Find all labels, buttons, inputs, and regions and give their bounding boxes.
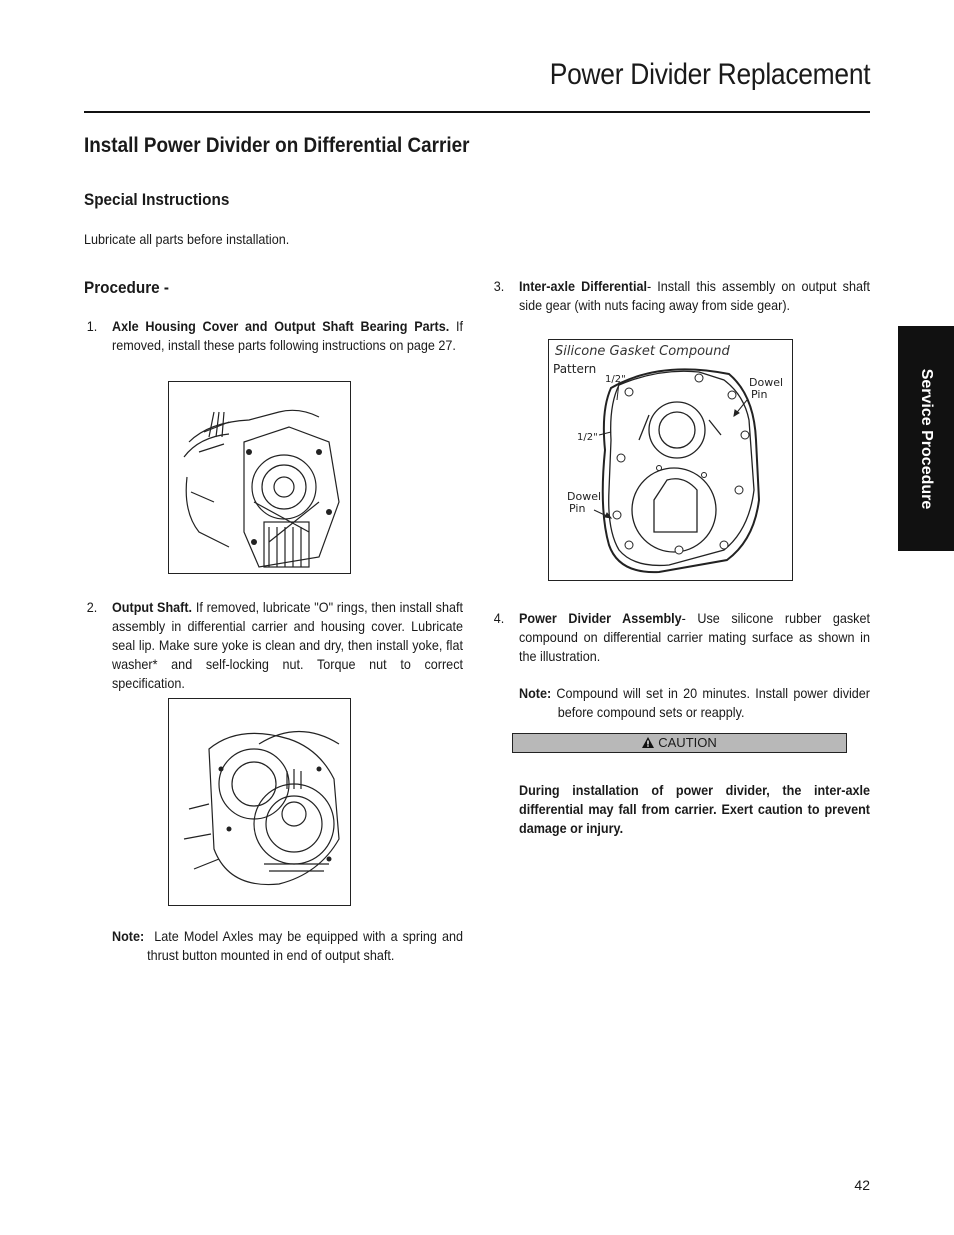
note-compound <box>519 684 870 722</box>
step-number: 4. <box>493 610 505 626</box>
pattern-label: Pattern <box>553 362 597 376</box>
step-text: If removed, install these parts following instructions on page 27. <box>112 318 463 353</box>
gasket-label: Silicone Gasket Compound <box>555 344 730 359</box>
caution-label: CAUTION <box>658 735 717 750</box>
step-text: - Use silicone rubber gasket compound on differential carrier mating surface as shown in the illustration. <box>519 610 870 664</box>
figure-axle-housing <box>168 381 351 574</box>
section-title: Install Power Divider on Differential Carrier <box>84 134 470 157</box>
half-inch-label-2: 1/2" <box>577 432 598 443</box>
pin-label-left: Pin <box>569 502 586 515</box>
step-title: Inter-axle Differential <box>519 278 647 294</box>
caution-message: During installation of power divider, the inter-axle differential may fall from carrier. Exert caution to prevent damage or injury. <box>519 782 870 836</box>
special-instructions-heading: Special Instructions <box>84 190 230 209</box>
note-label: Note: <box>112 928 145 944</box>
step-4 <box>493 609 870 666</box>
step-2 <box>86 598 463 693</box>
step-text: - Install this assembly on output shaft side gear (with nuts facing away from side gear). <box>519 278 871 313</box>
step-3 <box>493 277 871 315</box>
dowel-label-left: Dowel <box>567 490 602 503</box>
warning-triangle-icon <box>642 735 654 753</box>
note-text: Late Model Axles may be equipped with a spring and thrust button mounted in end of output shaft. <box>147 928 464 963</box>
step-title: Axle Housing Cover and Output Shaft Bearing Parts. <box>112 318 450 334</box>
step-title: Output Shaft. <box>112 599 193 615</box>
step-number: 2. <box>86 599 98 615</box>
half-inch-label-1: 1/2" <box>605 374 626 385</box>
figure-gasket-pattern <box>548 339 793 581</box>
side-tab <box>898 326 954 551</box>
procedure-heading: Procedure - <box>84 278 170 297</box>
step-number: 1. <box>86 318 98 334</box>
side-tab-label: Service Procedure <box>918 368 935 509</box>
pin-label-right: Pin <box>751 388 768 401</box>
title-divider <box>84 111 870 113</box>
note-text: Compound will set in 20 minutes. Install power divider before compound sets or reapply. <box>556 685 871 720</box>
step-text: If removed, lubricate "O" rings, then install shaft assembly in differential carrier and housing cover. Lubricate seal lip. Make sure yoke is clean and dry, then install yoke, flat washer* and self-locking nut. Torque nut to correct specification. <box>112 599 463 691</box>
note-output-shaft <box>112 927 463 965</box>
special-instructions-text: Lubricate all parts before installation. <box>84 231 290 247</box>
figure-output-shaft <box>168 698 351 906</box>
step-1 <box>86 317 463 355</box>
step-number: 3. <box>493 278 505 294</box>
page-title: Power Divider Replacement <box>549 58 870 91</box>
step-title: Power Divider Assembly <box>519 610 682 626</box>
caution-text <box>519 781 870 838</box>
dowel-label-right: Dowel <box>749 376 784 389</box>
caution-banner <box>512 733 847 753</box>
page-number: 42 <box>854 1177 870 1193</box>
note-label: Note: <box>519 685 552 701</box>
